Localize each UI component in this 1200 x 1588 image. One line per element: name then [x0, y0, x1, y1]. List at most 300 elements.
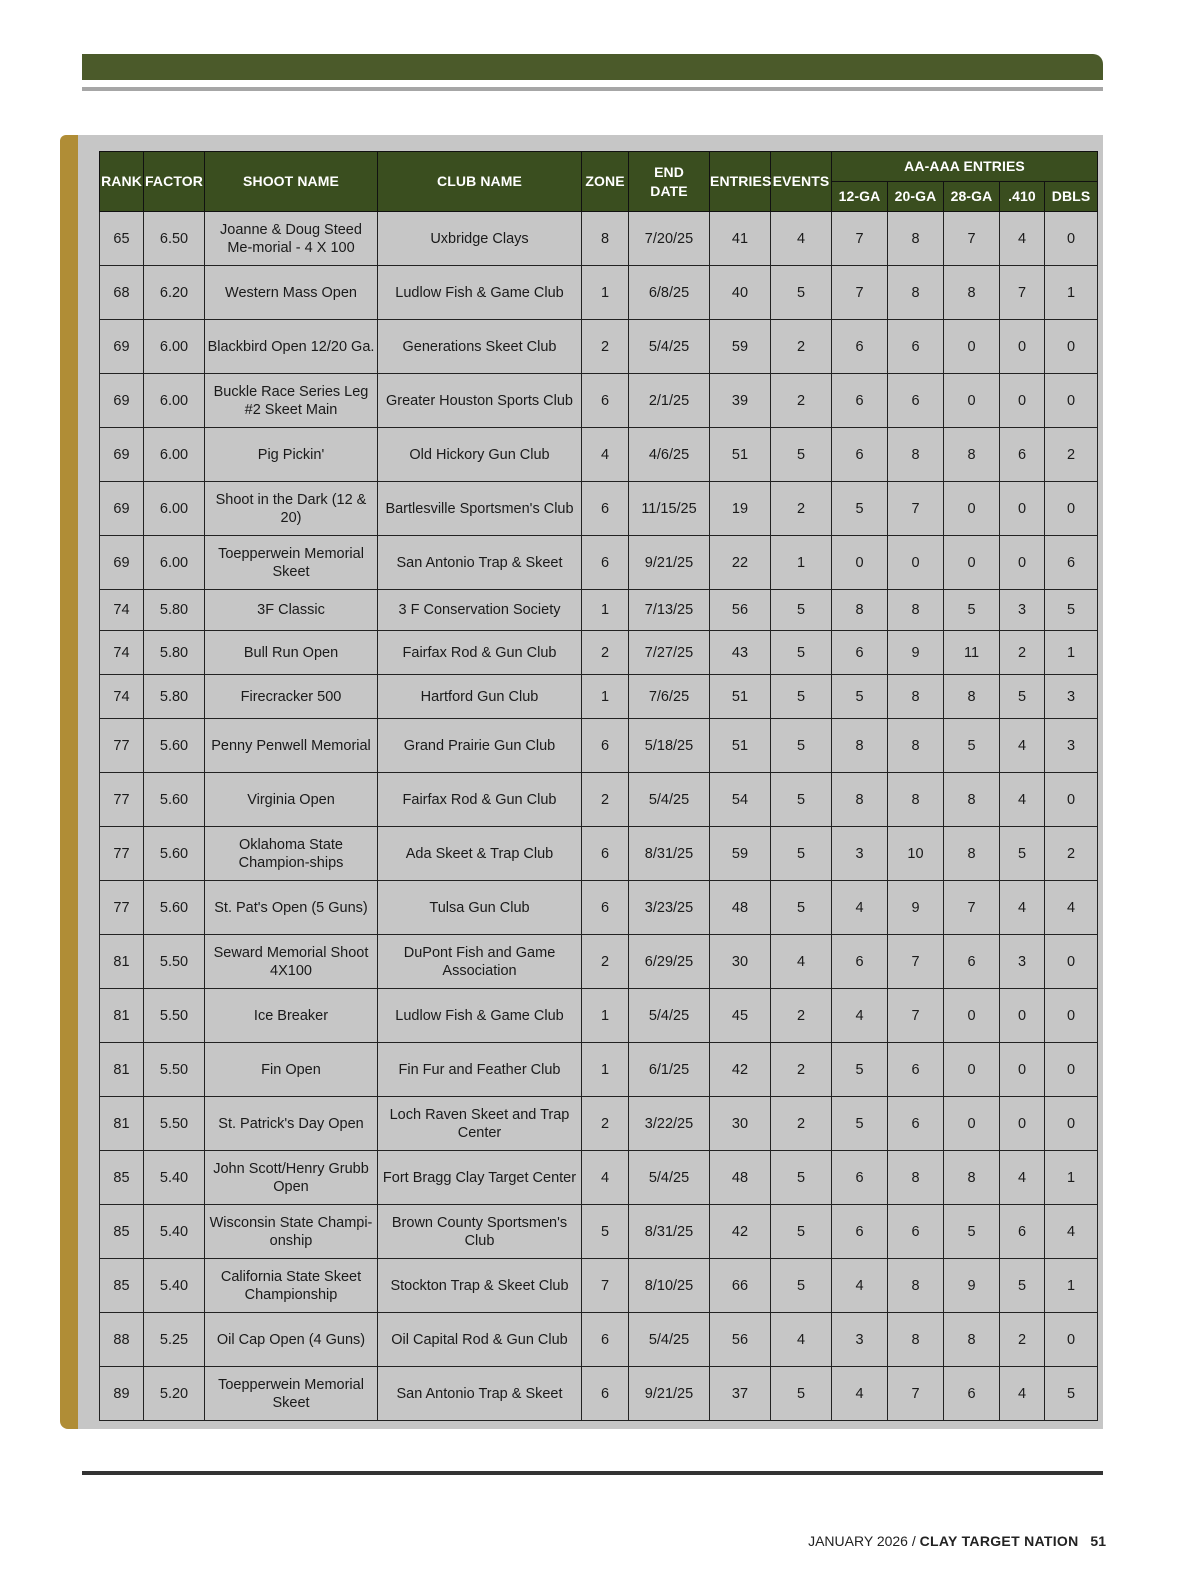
cell-ga20: 7	[888, 989, 944, 1043]
cell-dbls: 2	[1045, 827, 1098, 881]
cell-factor: 6.00	[144, 374, 205, 428]
table-row	[100, 536, 1098, 590]
cell-shoot-name: California State Skeet Championship	[205, 1259, 378, 1313]
header-12-ga: 12-GA	[832, 182, 888, 212]
cell-entries: 59	[710, 827, 771, 881]
cell-end-date: 2/1/25	[629, 374, 710, 428]
cell-ga28: 11	[944, 631, 1000, 675]
cell-zone: 1	[582, 989, 629, 1043]
cell-events: 5	[771, 631, 832, 675]
cell-ga28: 7	[944, 881, 1000, 935]
table-row	[100, 1043, 1098, 1097]
cell-club-name: Fairfax Rod & Gun Club	[378, 773, 582, 827]
cell-ga20: 7	[888, 1367, 944, 1421]
cell-end-date: 9/21/25	[629, 1367, 710, 1421]
cell-shoot-name: Blackbird Open 12/20 Ga.	[205, 320, 378, 374]
cell-ga12: 6	[832, 428, 888, 482]
cell-zone: 2	[582, 935, 629, 989]
cell-club-name: Stockton Trap & Skeet Club	[378, 1259, 582, 1313]
cell-dbls: 6	[1045, 536, 1098, 590]
cell-entries: 19	[710, 482, 771, 536]
cell-entries: 37	[710, 1367, 771, 1421]
header-end-date	[629, 152, 710, 212]
cell-ga20: 8	[888, 675, 944, 719]
cell-end-date: 5/4/25	[629, 1313, 710, 1367]
issue-date: JANUARY 2026 /	[808, 1533, 916, 1549]
cell-ga28: 0	[944, 989, 1000, 1043]
cell-shoot-name: Virginia Open	[205, 773, 378, 827]
cell-factor: 5.60	[144, 827, 205, 881]
cell-zone: 1	[582, 590, 629, 631]
cell-dbls: 2	[1045, 428, 1098, 482]
cell-rank: 74	[100, 590, 144, 631]
cell-factor: 6.00	[144, 536, 205, 590]
cell-g410: 4	[1000, 773, 1045, 827]
cell-ga12: 4	[832, 1367, 888, 1421]
cell-factor: 5.50	[144, 935, 205, 989]
cell-club-name: Fin Fur and Feather Club	[378, 1043, 582, 1097]
cell-ga28: 8	[944, 1151, 1000, 1205]
header-410: .410	[1000, 182, 1045, 212]
cell-dbls: 0	[1045, 482, 1098, 536]
cell-g410: 7	[1000, 266, 1045, 320]
cell-end-date: 3/23/25	[629, 881, 710, 935]
cell-dbls: 5	[1045, 590, 1098, 631]
cell-ga28: 7	[944, 212, 1000, 266]
table-row	[100, 428, 1098, 482]
cell-events: 4	[771, 935, 832, 989]
cell-g410: 0	[1000, 482, 1045, 536]
cell-factor: 6.50	[144, 212, 205, 266]
cell-ga28: 6	[944, 1367, 1000, 1421]
cell-club-name: Brown County Sportsmen's Club	[378, 1205, 582, 1259]
header-club-name: CLUB NAME	[378, 152, 582, 212]
cell-g410: 5	[1000, 827, 1045, 881]
cell-zone: 1	[582, 675, 629, 719]
cell-club-name: Grand Prairie Gun Club	[378, 719, 582, 773]
cell-ga12: 4	[832, 989, 888, 1043]
cell-club-name: Old Hickory Gun Club	[378, 428, 582, 482]
cell-shoot-name: Toepperwein Memorial Skeet	[205, 1367, 378, 1421]
cell-ga20: 9	[888, 881, 944, 935]
table-row	[100, 482, 1098, 536]
cell-ga20: 6	[888, 374, 944, 428]
cell-club-name: Tulsa Gun Club	[378, 881, 582, 935]
header-zone: ZONE	[582, 152, 629, 212]
cell-g410: 0	[1000, 374, 1045, 428]
header-20-ga: 20-GA	[888, 182, 944, 212]
cell-shoot-name: Wisconsin State Champi-onship	[205, 1205, 378, 1259]
cell-events: 2	[771, 482, 832, 536]
cell-end-date: 6/29/25	[629, 935, 710, 989]
cell-factor: 5.80	[144, 631, 205, 675]
cell-dbls: 1	[1045, 266, 1098, 320]
cell-shoot-name: Toepperwein Memorial Skeet	[205, 536, 378, 590]
cell-zone: 6	[582, 374, 629, 428]
cell-rank: 81	[100, 989, 144, 1043]
cell-ga12: 4	[832, 1259, 888, 1313]
page-number: 51	[1090, 1533, 1106, 1549]
cell-ga28: 5	[944, 1205, 1000, 1259]
header-entries: ENTRIES	[710, 152, 771, 212]
cell-shoot-name: Bull Run Open	[205, 631, 378, 675]
cell-shoot-name: St. Pat's Open (5 Guns)	[205, 881, 378, 935]
cell-g410: 6	[1000, 428, 1045, 482]
cell-factor: 5.50	[144, 1097, 205, 1151]
cell-entries: 42	[710, 1043, 771, 1097]
accent-strip	[60, 135, 78, 1429]
cell-g410: 0	[1000, 989, 1045, 1043]
cell-factor: 5.60	[144, 773, 205, 827]
cell-entries: 56	[710, 590, 771, 631]
cell-ga20: 8	[888, 590, 944, 631]
cell-ga28: 5	[944, 719, 1000, 773]
cell-ga20: 7	[888, 482, 944, 536]
cell-entries: 51	[710, 675, 771, 719]
header-28-ga: 28-GA	[944, 182, 1000, 212]
cell-club-name: Ada Skeet & Trap Club	[378, 827, 582, 881]
cell-factor: 5.25	[144, 1313, 205, 1367]
cell-ga28: 8	[944, 773, 1000, 827]
cell-end-date: 8/10/25	[629, 1259, 710, 1313]
cell-zone: 2	[582, 1097, 629, 1151]
magazine-name: CLAY TARGET NATION	[919, 1533, 1079, 1549]
cell-dbls: 0	[1045, 989, 1098, 1043]
cell-entries: 56	[710, 1313, 771, 1367]
cell-club-name: 3 F Conservation Society	[378, 590, 582, 631]
cell-zone: 4	[582, 428, 629, 482]
cell-factor: 5.80	[144, 590, 205, 631]
cell-g410: 4	[1000, 1151, 1045, 1205]
cell-factor: 5.40	[144, 1259, 205, 1313]
cell-g410: 0	[1000, 1043, 1045, 1097]
cell-factor: 5.50	[144, 989, 205, 1043]
cell-rank: 69	[100, 320, 144, 374]
cell-end-date: 8/31/25	[629, 827, 710, 881]
cell-ga20: 7	[888, 935, 944, 989]
cell-end-date: 7/6/25	[629, 675, 710, 719]
cell-rank: 85	[100, 1259, 144, 1313]
table-row	[100, 827, 1098, 881]
cell-g410: 4	[1000, 881, 1045, 935]
cell-club-name: San Antonio Trap & Skeet	[378, 536, 582, 590]
cell-end-date: 8/31/25	[629, 1205, 710, 1259]
header-dbls: DBLS	[1045, 182, 1098, 212]
cell-dbls: 0	[1045, 1097, 1098, 1151]
cell-events: 2	[771, 320, 832, 374]
cell-ga12: 6	[832, 320, 888, 374]
cell-events: 5	[771, 827, 832, 881]
cell-ga12: 7	[832, 266, 888, 320]
cell-shoot-name: 3F Classic	[205, 590, 378, 631]
header-rule	[82, 87, 1103, 91]
table-row	[100, 1151, 1098, 1205]
cell-rank: 69	[100, 374, 144, 428]
cell-ga12: 6	[832, 631, 888, 675]
cell-end-date: 6/8/25	[629, 266, 710, 320]
cell-rank: 74	[100, 675, 144, 719]
cell-g410: 4	[1000, 1367, 1045, 1421]
table-row	[100, 773, 1098, 827]
cell-club-name: Ludlow Fish & Game Club	[378, 989, 582, 1043]
cell-ga28: 8	[944, 675, 1000, 719]
cell-entries: 51	[710, 428, 771, 482]
table-row	[100, 266, 1098, 320]
cell-dbls: 0	[1045, 935, 1098, 989]
cell-events: 5	[771, 1259, 832, 1313]
cell-g410: 0	[1000, 320, 1045, 374]
cell-shoot-name: Penny Penwell Memorial	[205, 719, 378, 773]
cell-ga12: 8	[832, 590, 888, 631]
cell-ga28: 0	[944, 374, 1000, 428]
cell-zone: 2	[582, 631, 629, 675]
cell-zone: 6	[582, 536, 629, 590]
cell-events: 5	[771, 590, 832, 631]
cell-shoot-name: Firecracker 500	[205, 675, 378, 719]
cell-ga20: 6	[888, 1205, 944, 1259]
cell-zone: 4	[582, 1151, 629, 1205]
cell-ga20: 8	[888, 1151, 944, 1205]
cell-rank: 81	[100, 1043, 144, 1097]
cell-ga12: 6	[832, 935, 888, 989]
cell-entries: 51	[710, 719, 771, 773]
cell-zone: 5	[582, 1205, 629, 1259]
cell-club-name: Loch Raven Skeet and Trap Center	[378, 1097, 582, 1151]
cell-ga28: 8	[944, 266, 1000, 320]
cell-ga28: 0	[944, 320, 1000, 374]
cell-ga12: 6	[832, 1205, 888, 1259]
cell-club-name: Oil Capital Rod & Gun Club	[378, 1313, 582, 1367]
cell-zone: 1	[582, 1043, 629, 1097]
cell-zone: 2	[582, 773, 629, 827]
table-row	[100, 320, 1098, 374]
cell-dbls: 1	[1045, 1151, 1098, 1205]
cell-rank: 77	[100, 881, 144, 935]
header-events: EVENTS	[771, 152, 832, 212]
cell-dbls: 0	[1045, 212, 1098, 266]
cell-rank: 77	[100, 827, 144, 881]
cell-end-date: 7/20/25	[629, 212, 710, 266]
header-rank: RANK	[100, 152, 144, 212]
cell-g410: 0	[1000, 536, 1045, 590]
cell-shoot-name: Joanne & Doug Steed Me-morial - 4 X 100	[205, 212, 378, 266]
cell-ga12: 6	[832, 374, 888, 428]
cell-factor: 5.50	[144, 1043, 205, 1097]
cell-club-name: Fairfax Rod & Gun Club	[378, 631, 582, 675]
cell-shoot-name: Ice Breaker	[205, 989, 378, 1043]
cell-club-name: Uxbridge Clays	[378, 212, 582, 266]
cell-entries: 43	[710, 631, 771, 675]
cell-g410: 4	[1000, 212, 1045, 266]
cell-rank: 88	[100, 1313, 144, 1367]
cell-end-date: 5/4/25	[629, 1151, 710, 1205]
cell-shoot-name: Shoot in the Dark (12 & 20)	[205, 482, 378, 536]
cell-events: 5	[771, 719, 832, 773]
cell-ga20: 6	[888, 320, 944, 374]
cell-ga20: 8	[888, 428, 944, 482]
cell-events: 5	[771, 266, 832, 320]
cell-zone: 1	[582, 266, 629, 320]
cell-events: 5	[771, 1205, 832, 1259]
cell-entries: 41	[710, 212, 771, 266]
cell-rank: 69	[100, 482, 144, 536]
cell-dbls: 0	[1045, 320, 1098, 374]
cell-factor: 5.40	[144, 1151, 205, 1205]
cell-end-date: 5/4/25	[629, 320, 710, 374]
cell-ga12: 3	[832, 1313, 888, 1367]
cell-shoot-name: Oil Cap Open (4 Guns)	[205, 1313, 378, 1367]
cell-ga28: 8	[944, 428, 1000, 482]
cell-rank: 68	[100, 266, 144, 320]
header-factor: FACTOR	[144, 152, 205, 212]
cell-rank: 77	[100, 773, 144, 827]
cell-entries: 48	[710, 881, 771, 935]
cell-entries: 45	[710, 989, 771, 1043]
cell-g410: 4	[1000, 719, 1045, 773]
cell-zone: 6	[582, 1313, 629, 1367]
cell-dbls: 1	[1045, 631, 1098, 675]
table-row	[100, 1259, 1098, 1313]
cell-dbls: 0	[1045, 773, 1098, 827]
table-row	[100, 881, 1098, 935]
cell-ga28: 5	[944, 590, 1000, 631]
cell-ga28: 0	[944, 1043, 1000, 1097]
cell-entries: 66	[710, 1259, 771, 1313]
cell-end-date: 7/13/25	[629, 590, 710, 631]
cell-dbls: 0	[1045, 1313, 1098, 1367]
header-bar	[82, 54, 1103, 80]
table-row	[100, 590, 1098, 631]
table-row	[100, 1367, 1098, 1421]
cell-g410: 2	[1000, 1313, 1045, 1367]
cell-factor: 5.20	[144, 1367, 205, 1421]
cell-ga12: 5	[832, 1097, 888, 1151]
cell-dbls: 3	[1045, 719, 1098, 773]
cell-ga20: 6	[888, 1097, 944, 1151]
header-aa-aaa-entries: AA-AAA ENTRIES	[832, 152, 1098, 182]
cell-rank: 85	[100, 1205, 144, 1259]
cell-rank: 69	[100, 428, 144, 482]
cell-ga28: 6	[944, 935, 1000, 989]
cell-zone: 6	[582, 719, 629, 773]
cell-entries: 42	[710, 1205, 771, 1259]
cell-rank: 81	[100, 1097, 144, 1151]
cell-zone: 6	[582, 482, 629, 536]
cell-factor: 6.00	[144, 320, 205, 374]
cell-factor: 6.00	[144, 428, 205, 482]
cell-ga20: 0	[888, 536, 944, 590]
cell-entries: 39	[710, 374, 771, 428]
cell-ga12: 7	[832, 212, 888, 266]
cell-events: 4	[771, 1313, 832, 1367]
cell-ga28: 0	[944, 1097, 1000, 1151]
cell-ga12: 5	[832, 675, 888, 719]
cell-ga20: 6	[888, 1043, 944, 1097]
cell-g410: 0	[1000, 1097, 1045, 1151]
cell-ga28: 0	[944, 482, 1000, 536]
cell-ga28: 8	[944, 1313, 1000, 1367]
cell-ga20: 8	[888, 212, 944, 266]
cell-rank: 74	[100, 631, 144, 675]
cell-rank: 89	[100, 1367, 144, 1421]
cell-club-name: Fort Bragg Clay Target Center	[378, 1151, 582, 1205]
cell-rank: 85	[100, 1151, 144, 1205]
cell-entries: 30	[710, 1097, 771, 1151]
cell-shoot-name: Buckle Race Series Leg #2 Skeet Main	[205, 374, 378, 428]
cell-dbls: 5	[1045, 1367, 1098, 1421]
cell-ga12: 8	[832, 773, 888, 827]
cell-events: 2	[771, 374, 832, 428]
cell-dbls: 4	[1045, 1205, 1098, 1259]
cell-ga28: 8	[944, 827, 1000, 881]
table-row	[100, 675, 1098, 719]
cell-events: 5	[771, 773, 832, 827]
cell-zone: 6	[582, 1367, 629, 1421]
cell-events: 5	[771, 675, 832, 719]
cell-dbls: 3	[1045, 675, 1098, 719]
cell-ga12: 6	[832, 1151, 888, 1205]
cell-rank: 77	[100, 719, 144, 773]
table-row	[100, 631, 1098, 675]
cell-zone: 8	[582, 212, 629, 266]
cell-ga20: 8	[888, 1313, 944, 1367]
cell-factor: 5.60	[144, 881, 205, 935]
cell-entries: 59	[710, 320, 771, 374]
cell-events: 5	[771, 1151, 832, 1205]
cell-rank: 69	[100, 536, 144, 590]
cell-ga12: 8	[832, 719, 888, 773]
cell-end-date: 9/21/25	[629, 536, 710, 590]
cell-ga20: 8	[888, 719, 944, 773]
cell-factor: 5.60	[144, 719, 205, 773]
cell-shoot-name: Fin Open	[205, 1043, 378, 1097]
table-row	[100, 989, 1098, 1043]
cell-ga20: 8	[888, 266, 944, 320]
cell-events: 2	[771, 1097, 832, 1151]
cell-rank: 65	[100, 212, 144, 266]
cell-club-name: Generations Skeet Club	[378, 320, 582, 374]
cell-zone: 6	[582, 881, 629, 935]
cell-shoot-name: Pig Pickin'	[205, 428, 378, 482]
cell-club-name: Hartford Gun Club	[378, 675, 582, 719]
cell-ga28: 0	[944, 536, 1000, 590]
cell-rank: 81	[100, 935, 144, 989]
cell-end-date: 11/15/25	[629, 482, 710, 536]
cell-shoot-name: Western Mass Open	[205, 266, 378, 320]
cell-dbls: 1	[1045, 1259, 1098, 1313]
table-row	[100, 719, 1098, 773]
cell-shoot-name: John Scott/Henry Grubb Open	[205, 1151, 378, 1205]
cell-entries: 30	[710, 935, 771, 989]
cell-g410: 5	[1000, 1259, 1045, 1313]
cell-zone: 2	[582, 320, 629, 374]
table-body	[100, 212, 1098, 1421]
shoot-rankings-table	[99, 151, 1098, 1421]
cell-entries: 54	[710, 773, 771, 827]
table-row	[100, 374, 1098, 428]
cell-ga20: 8	[888, 1259, 944, 1313]
header-shoot-name: SHOOT NAME	[205, 152, 378, 212]
cell-events: 5	[771, 881, 832, 935]
page-footer	[808, 1533, 1106, 1549]
cell-g410: 3	[1000, 590, 1045, 631]
cell-end-date: 5/18/25	[629, 719, 710, 773]
cell-ga12: 5	[832, 482, 888, 536]
cell-club-name: DuPont Fish and Game Association	[378, 935, 582, 989]
cell-dbls: 0	[1045, 1043, 1098, 1097]
cell-factor: 6.20	[144, 266, 205, 320]
cell-club-name: Ludlow Fish & Game Club	[378, 266, 582, 320]
